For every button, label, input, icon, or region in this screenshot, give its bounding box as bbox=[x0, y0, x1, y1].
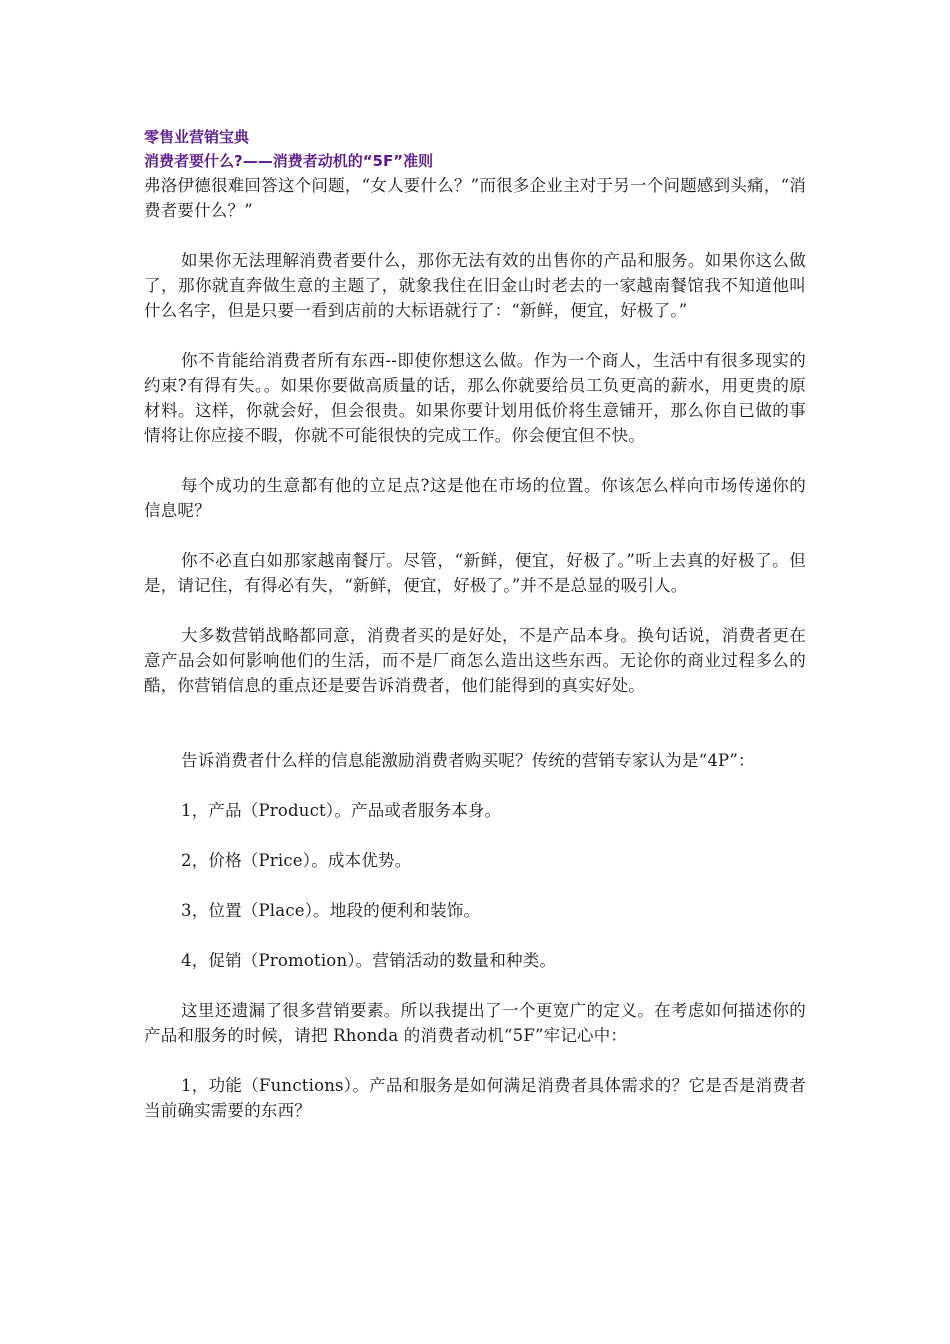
spacer bbox=[144, 323, 806, 348]
paragraph: 每个成功的生意都有他的立足点?这是他在市场的位置。你该怎么样向市场传递你的信息呢？ bbox=[144, 476, 806, 520]
paragraph: 你不必直白如那家越南餐厅。尽管，“新鲜，便宜，好极了。”听上去真的好极了。但是，请记住，有得必有失，“新鲜，便宜，好极了。”并不是总显的吸引人。 bbox=[144, 551, 806, 595]
list-item: 1，产品（Product）。产品或者服务本身。 bbox=[181, 801, 502, 820]
spacer bbox=[144, 973, 806, 998]
paragraph: 如果你无法理解消费者要什么，那你无法有效的出售你的产品和服务。如果你这么做了，那你就直奔做生意的主题了，就象我住在旧金山时老去的一家越南餐馆我不知道他叫什么名字，但是只要一看到店前的大标语就行了：“新鲜，便宜，好极了。” bbox=[144, 251, 806, 320]
paragraph: 告诉消费者什么样的信息能激励消费者购买呢？传统的营销专家认为是“4P”： bbox=[181, 751, 755, 770]
spacer bbox=[144, 873, 806, 898]
paragraph: 你不肯能给消费者所有东西--即使你想这么做。作为一个商人，生活中有很多现实的约束?有得有失。。如果你要做高质量的话，那么你就要给员工负更高的薪水，用更贵的原材料。这样，你就会好，但会很贵。如果你要计划用低价将生意铺开，那么你自已做的事情将让你应接不暇，你就不可能很快的完成工作。你会便宜但不快。 bbox=[144, 351, 806, 445]
spacer bbox=[144, 223, 806, 248]
spacer bbox=[144, 923, 806, 948]
spacer bbox=[144, 598, 806, 623]
list-item: 3，位置（Place）。地段的便利和装饰。 bbox=[181, 901, 481, 920]
spacer bbox=[144, 698, 806, 748]
document-title: 零售业营销宝典 bbox=[144, 128, 250, 146]
document-page bbox=[144, 125, 806, 1123]
spacer bbox=[144, 773, 806, 798]
document-subtitle: 消费者要什么?——消费者动机的“5F”准则 bbox=[144, 152, 434, 170]
spacer bbox=[144, 1048, 806, 1073]
spacer bbox=[144, 448, 806, 473]
paragraph: 这里还遗漏了很多营销要素。所以我提出了一个更宽广的定义。在考虑如何描述你的产品和服务的时候，请把 Rhonda 的消费者动机“5F”牢记心中： bbox=[144, 1001, 806, 1045]
spacer bbox=[144, 823, 806, 848]
list-item: 2，价格（Price）。成本优势。 bbox=[181, 851, 412, 870]
paragraph-intro: 弗洛伊德很难回答这个问题，“女人要什么？”而很多企业主对于另一个问题感到头痛，“消费者要什么？” bbox=[144, 176, 806, 220]
paragraph: 大多数营销战略都同意，消费者买的是好处，不是产品本身。换句话说，消费者更在意产品会如何影响他们的生活，而不是厂商怎么造出这些东西。无论你的商业过程多么的酷，你营销信息的重点还是要告诉消费者，他们能得到的真实好处。 bbox=[144, 626, 806, 695]
list-item: 4，促销（Promotion）。营销活动的数量和种类。 bbox=[181, 951, 557, 970]
spacer bbox=[144, 523, 806, 548]
list-item: 1，功能（Functions）。产品和服务是如何满足消费者具体需求的？它是否是消费者当前确实需要的东西？ bbox=[144, 1076, 806, 1120]
